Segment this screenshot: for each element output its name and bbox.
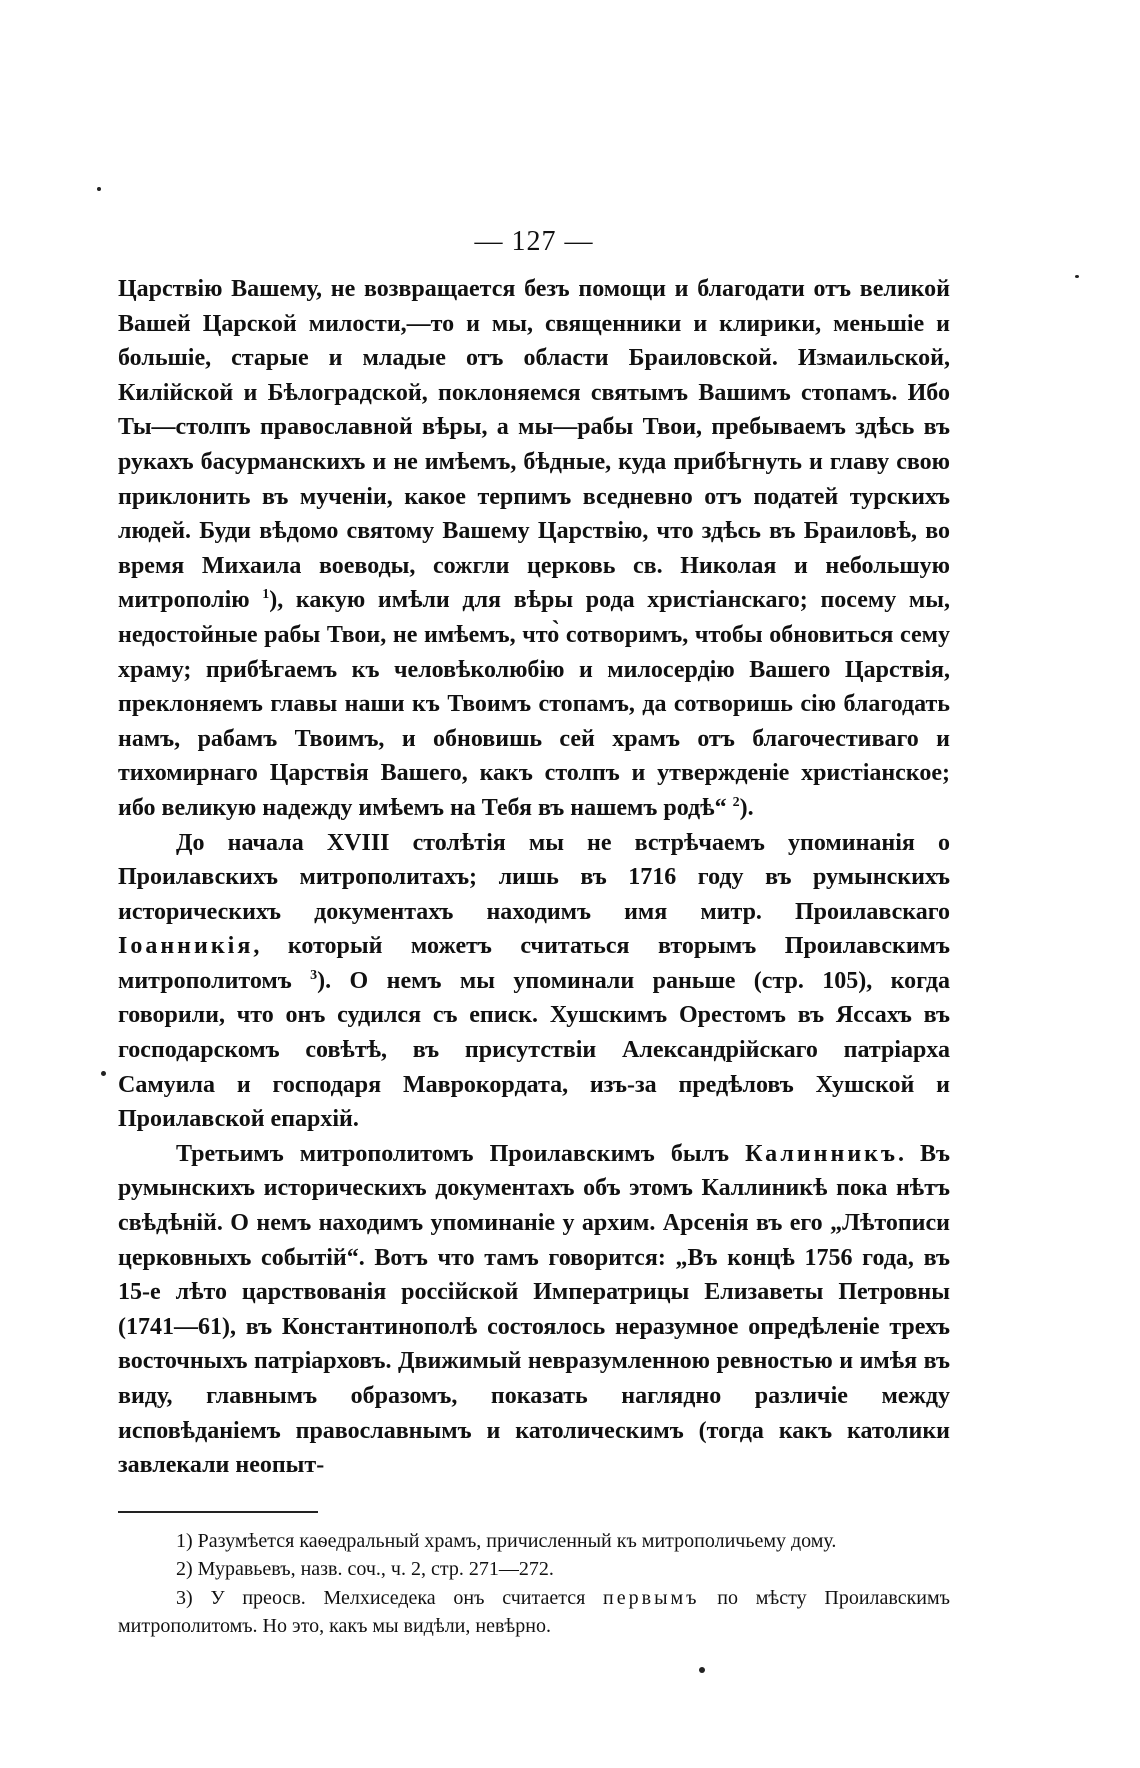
footnote-1-mark: 1) — [176, 1529, 193, 1552]
page — [118, 222, 950, 1641]
body-text — [118, 272, 950, 1483]
paragraph-3 — [118, 1137, 950, 1483]
footnote-2-mark: 2) — [176, 1558, 193, 1581]
name-ioannikiy: Іоанникія — [118, 933, 254, 960]
paragraph-2-text-a: До начала XVIII столѣтія мы не встрѣчаемъ упоминанія о Проилавскихъ митрополитахъ; лишь въ 1716 году въ румынскихъ историческихъ документахъ находимъ имя митр. Проилавскаго — [118, 829, 950, 925]
paragraph-2 — [118, 826, 950, 1137]
footnote-ref-3: 3 — [310, 967, 318, 983]
footnote-1-text: Разумѣется каѳедральный храмъ, причисленный къ митрополичьему дому. — [197, 1529, 837, 1552]
footnote-3-text-a: У преосв. Мелхиседека онъ считается — [210, 1586, 586, 1609]
footnote-3-emphasis: первымъ — [603, 1586, 700, 1609]
print-speck — [101, 1071, 106, 1076]
footnote-2 — [118, 1555, 950, 1584]
footnote-1 — [118, 1527, 950, 1556]
paragraph-2-text-c: ). О немъ мы упоминали раньше (стр. 105), когда говорили, что онъ судился съ еписк. Хушскимъ Орестомъ въ Яссахъ въ господарскомъ совѣтѣ, въ присутствіи Александрійскаго патріарха Самуила и господаря Маврокордата, изъ-за предѣловъ Хушской и Проилавской епархій. — [118, 967, 951, 1133]
paragraph-3-text-b: . Въ румынскихъ историческихъ документахъ объ этомъ Каллиникѣ пока нѣтъ свѣдѣній. О немъ находимъ упоминаніе у архим. Арсенія въ его „Лѣтописи церковныхъ событій“. Вотъ что тамъ говорится: „Въ концѣ 1756 года, въ 15-е лѣто царствованія россійской Императрицы Елизаветы Петровны (1741—61), въ Константинополѣ состоялось неразумное опредѣленіе трехъ восточныхъ патріарховъ. Движимый невразумленною ревностью и имѣя въ виду, главнымъ образомъ, показать наглядно различіе между исповѣданіемъ православнымъ и католическимъ (тогда какъ католики завлекали неопыт- — [118, 1140, 951, 1479]
print-speck — [1075, 275, 1079, 278]
footnote-ref-2: 2 — [732, 794, 740, 810]
print-speck — [97, 187, 101, 191]
footnote-3-text-b: по мѣсту Проилавскимъ митрополитомъ. Но это, какъ мы видѣли, невѣрно. — [118, 1586, 950, 1638]
footnote-3-mark: 3) — [176, 1586, 193, 1609]
footnote-rule — [118, 1511, 318, 1513]
print-speck — [699, 1667, 705, 1673]
page-number: — 127 — — [474, 226, 594, 257]
paragraph-2-text-b: , который можетъ считаться вторымъ Проилавскимъ митрополитомъ — [118, 933, 950, 994]
paragraph-1 — [118, 272, 950, 826]
footnotes — [118, 1527, 950, 1641]
paragraph-3-text-a: Третьимъ митрополитомъ Проилавскимъ былъ — [176, 1140, 730, 1167]
paragraph-1-text-a: Царствію Вашему, не возвращается безъ помощи и благодати отъ великой Вашей Царской милости,—то и мы, священники и клирики, меньшіе и большіе, старые и младые отъ области Браиловской. Измаильской, Килійской и Бѣлоградской, поклоняемся святымъ Вашимъ стопамъ. Ибо Ты—столпъ православной вѣры, а мы—рабы Твои, пребываемъ здѣсь въ рукахъ басурманскихъ и не имѣемъ, бѣдные, куда прибѣгнуть и главу свою приклонить въ мученіи, какое терпимъ вседневно отъ податей турскихъ людей. Буди вѣдомо святому Вашему Царствію, что здѣсь въ Браиловѣ, во время Михаила воеводы, сожгли церковь св. Николая и небольшую митрополію — [118, 276, 950, 614]
footnote-3 — [118, 1584, 950, 1641]
footnote-ref-1: 1 — [262, 587, 270, 603]
paragraph-1-text-b: ), какую имѣли для вѣры рода христіанскаго; посему мы, недостойные рабы Твои, не имѣемъ, что̀ сотворимъ, чтобы обновиться сему храму; прибѣгаемъ къ человѣколюбію и милосердію Вашего Царствія, преклоняемъ главы наши къ Твоимъ стопамъ, да сотворишь сію благодать намъ, рабамъ Твоимъ, и обновишь сей храмъ отъ благочестиваго и тихомирнаго Царствія Вашего, какъ столпъ и утвержденіе христіанское; ибо великую надежду имѣемъ на Тебя въ нашемъ родѣ“ — [118, 587, 951, 821]
footnote-2-text: Муравьевъ, назв. соч., ч. 2, стр. 271—272. — [197, 1558, 554, 1581]
paragraph-1-text-c: ). — [739, 794, 754, 821]
name-kallinik: Калинникъ — [745, 1140, 898, 1167]
